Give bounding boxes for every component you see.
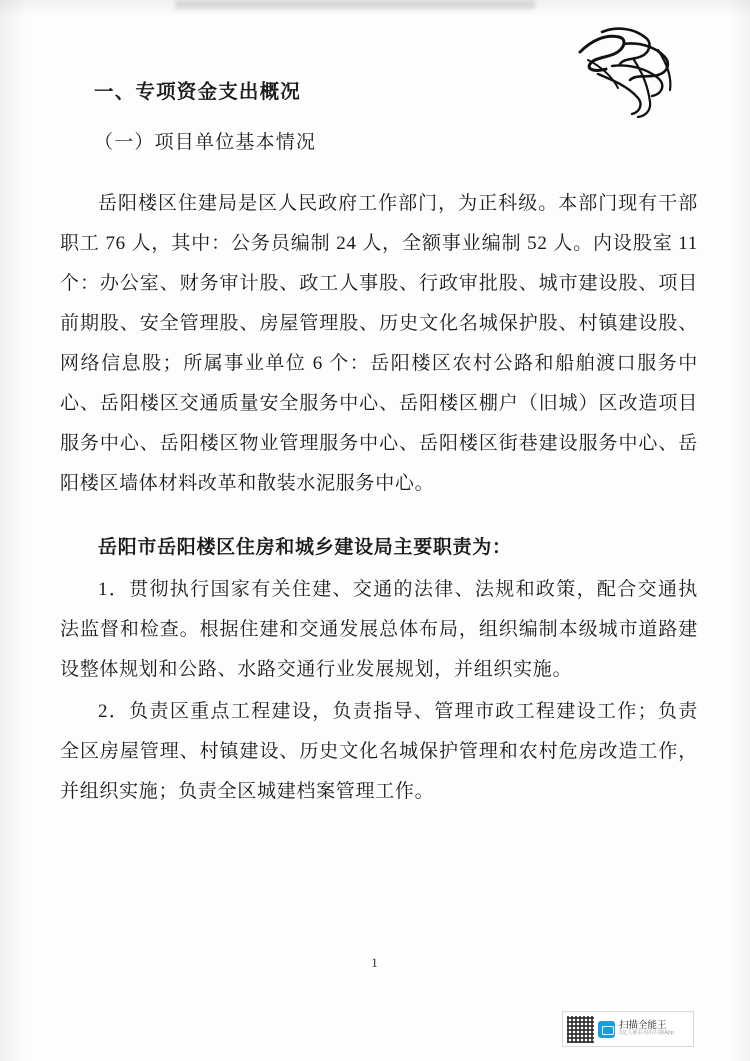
- section-heading-1: 一、专项资金支出概况: [94, 82, 302, 103]
- section-heading-2: （一）项目单位基本情况: [94, 132, 317, 154]
- camscanner-logo-icon: [598, 1021, 615, 1038]
- paragraph-unit-overview: 岳阳楼区住建局是区人民政府工作部门，为正科级。本部门现有干部职工 76 人，其中：公务员编制 24 人，全额事业编制 52 人。内设股室 11 个：办公室、财务审计股、政工人事股、行政审批股、城市建设股、项目前期股、安全管理股、房屋管理股、历史文化名城保护股、村镇建设股、网络信息股；所属事业单位 6 个：岳阳楼区农村公路和船舶渡口服务中心、岳阳楼区交通质量安全服务中心、岳阳楼区棚户（旧城）区改造项目服务中心、岳阳楼区物业管理服务中心、岳阳楼区街巷建设服务中心、岳阳楼区墙体材料改革和散装水泥服务中心。: [60, 192, 698, 494]
- scan-artifact-smudge: [175, 0, 535, 9]
- watermark-subtitle: 3亿人都在用的扫描App: [619, 1030, 674, 1037]
- page-number: 1: [371, 955, 379, 970]
- paragraph-spacer: [60, 506, 698, 528]
- scan-edge-shadow-left: [0, 0, 26, 1061]
- paragraph-duty-2: 2．负责区重点工程建设，负责指导、管理市政工程建设工作；负责全区房屋管理、村镇建设、历史文化名城保护管理和农村危房改造工作，并组织实施；负责全区城建档案管理工作。: [60, 700, 698, 802]
- camscanner-watermark: [562, 1011, 694, 1047]
- watermark-title: 扫描全能王: [619, 1019, 667, 1031]
- scan-edge-shadow-right: [728, 0, 750, 1061]
- watermark-text-group: [619, 1021, 674, 1038]
- paragraph-duties-intro: 岳阳市岳阳楼区住房和城乡建设局主要职责为：: [98, 536, 512, 558]
- qr-code-icon: [567, 1016, 594, 1043]
- paragraph-duty-1: 1．贯彻执行国家有关住建、交通的法律、法规和政策，配合交通执法监督和检查。根据住建和交通发展总体布局，组织编制本级城市道路建设整体规划和公路、水路交通行业发展规划，并组织实施。: [60, 578, 698, 680]
- document-content: [60, 78, 698, 814]
- scan-edge-shadow-top: [0, 0, 750, 16]
